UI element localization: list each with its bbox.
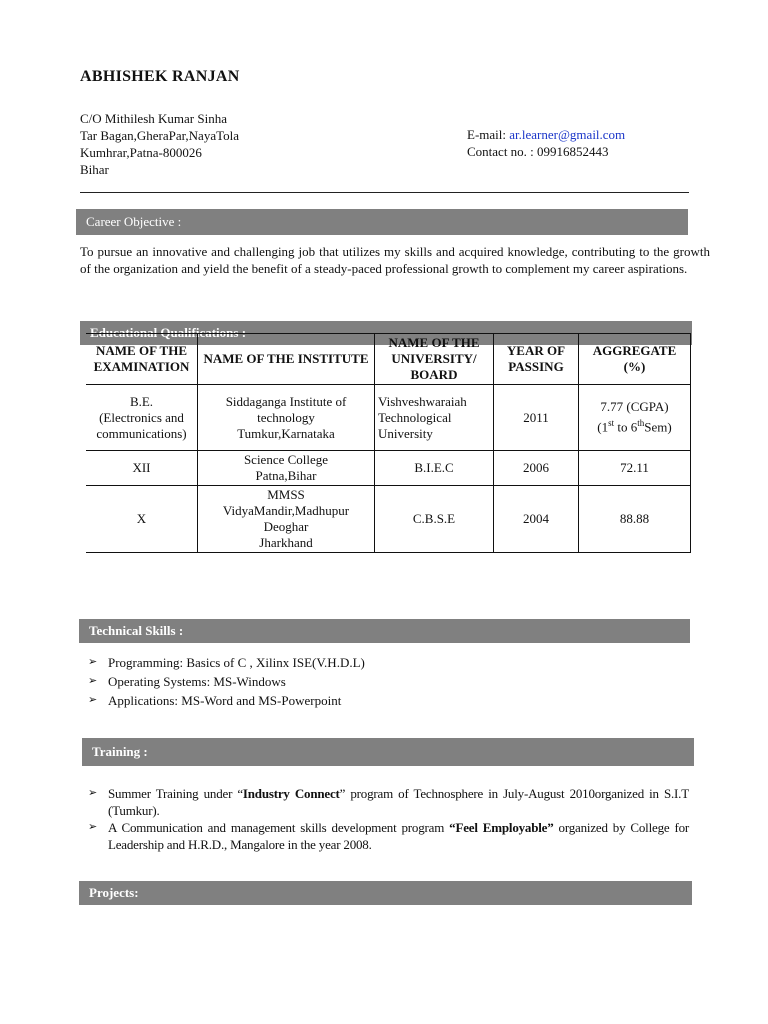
contact-block <box>467 126 625 160</box>
arrow-bullet-icon: ➢ <box>88 675 98 687</box>
superscript: st <box>608 418 615 429</box>
institute-cell <box>198 451 375 486</box>
cell-line: Jharkhand <box>259 535 313 550</box>
cell-line: Tumkur,Karnataka <box>237 425 335 441</box>
text-run: A Communication and management skills development program <box>108 820 450 835</box>
institute-cell <box>198 486 375 553</box>
arrow-bullet-icon: ➢ <box>88 656 98 668</box>
cell-line: B.E. <box>129 393 154 409</box>
email-label: E-mail: <box>467 127 510 142</box>
board-cell: B.I.E.C <box>375 451 494 486</box>
list-item <box>86 672 686 691</box>
table-row <box>86 451 691 486</box>
col-header-year: YEAR OF PASSING <box>494 334 579 385</box>
superscript: th <box>637 418 645 429</box>
bold-run: “Feel Employable” <box>449 820 554 835</box>
bold-run: Industry Connect <box>242 786 340 801</box>
aggregate-cell <box>579 385 691 451</box>
text-run: to 6 <box>614 419 638 435</box>
cell-line: (Electronics and <box>99 409 184 425</box>
contact-number: Contact no. : 09916852443 <box>467 144 609 159</box>
cell-line: Technological <box>378 409 452 425</box>
education-heading: Educational Qualifications : <box>80 321 692 345</box>
arrow-bullet-icon: ➢ <box>88 821 98 833</box>
list-item-text: Operating Systems: MS-Windows <box>108 674 286 689</box>
text-run: (1 <box>597 419 609 435</box>
text-run: organized by College for Leadership and H.R.D., Mangalore in the year 2008. <box>108 820 690 852</box>
career-objective-text: To pursue an innovative and challenging job that utilizes my skills and acquired knowledge, contributing to the growth of the organization and yield the benefit of a steady-paced professional growth to complement my career aspirations. <box>80 244 710 276</box>
cell-line: technology <box>257 409 315 425</box>
cell-line: 7.77 (CGPA) <box>600 399 669 415</box>
exam-cell <box>86 385 198 451</box>
col-header-aggregate: AGGREGATE (%) <box>579 334 691 385</box>
address-line: Tar Bagan,GheraPar,NayaTola <box>80 128 240 143</box>
address-block <box>80 110 239 178</box>
career-objective-heading: Career Objective : <box>76 209 688 235</box>
cell-line <box>582 415 687 435</box>
list-item <box>86 785 689 819</box>
address-line: Bihar <box>80 162 109 177</box>
arrow-bullet-icon: ➢ <box>88 787 98 799</box>
email-link[interactable]: ar.learner@gmail.com <box>509 127 626 142</box>
skills-list <box>86 653 686 710</box>
aggregate-cell: 72.11 <box>579 451 691 486</box>
candidate-name: ABHISHEK RANJAN <box>80 68 240 85</box>
exam-cell: XII <box>86 451 198 486</box>
education-table <box>86 333 691 553</box>
year-cell: 2006 <box>494 451 579 486</box>
list-item-text: Programming: Basics of C , Xilinx ISE(V.H.D.L) <box>108 655 365 670</box>
table-header-row <box>86 334 691 385</box>
year-cell: 2011 <box>494 385 579 451</box>
training-list <box>86 785 689 853</box>
address-line: Kumhrar,Patna-800026 <box>80 145 202 160</box>
cell-line: Siddaganga Institute of <box>225 393 347 409</box>
cell-line: Patna,Bihar <box>255 468 317 483</box>
cell-line: VidyaMandir,Madhupur <box>222 503 350 518</box>
address-line: C/O Mithilesh Kumar Sinha <box>80 111 227 126</box>
institute-cell <box>198 385 375 451</box>
technical-skills-heading: Technical Skills : <box>79 619 690 643</box>
cell-line: University <box>378 425 433 441</box>
list-item <box>86 691 686 710</box>
header-divider <box>80 192 689 193</box>
cell-line: Science College <box>243 452 329 467</box>
text-run: Summer Training under “ <box>108 786 243 801</box>
board-cell: C.B.S.E <box>375 486 494 553</box>
cell-line: communications) <box>96 425 187 441</box>
cell-line: Vishveshwaraiah <box>378 393 467 409</box>
col-header-board: NAME OF THE UNIVERSITY/ BOARD <box>375 334 494 385</box>
email-line <box>467 126 625 143</box>
table-row <box>86 385 691 451</box>
table-row <box>86 486 691 553</box>
aggregate-cell: 88.88 <box>579 486 691 553</box>
col-header-institute: NAME OF THE INSTITUTE <box>198 334 375 385</box>
list-item <box>86 819 689 853</box>
cell-line: Deoghar <box>263 519 309 534</box>
col-header-examination: NAME OF THE EXAMINATION <box>86 334 198 385</box>
arrow-bullet-icon: ➢ <box>88 694 98 706</box>
cell-line: MMSS <box>267 487 305 502</box>
list-item-text: Applications: MS-Word and MS-Powerpoint <box>108 693 342 708</box>
text-run: Sem) <box>644 419 672 435</box>
projects-heading: Projects: <box>79 881 692 905</box>
year-cell: 2004 <box>494 486 579 553</box>
board-cell <box>375 385 494 451</box>
text-run: ” program of Technosphere in July-August 2010organized in S.I.T (Tumkur). <box>108 786 689 818</box>
exam-cell: X <box>86 486 198 553</box>
list-item <box>86 653 686 672</box>
training-heading: Training : <box>82 738 694 766</box>
